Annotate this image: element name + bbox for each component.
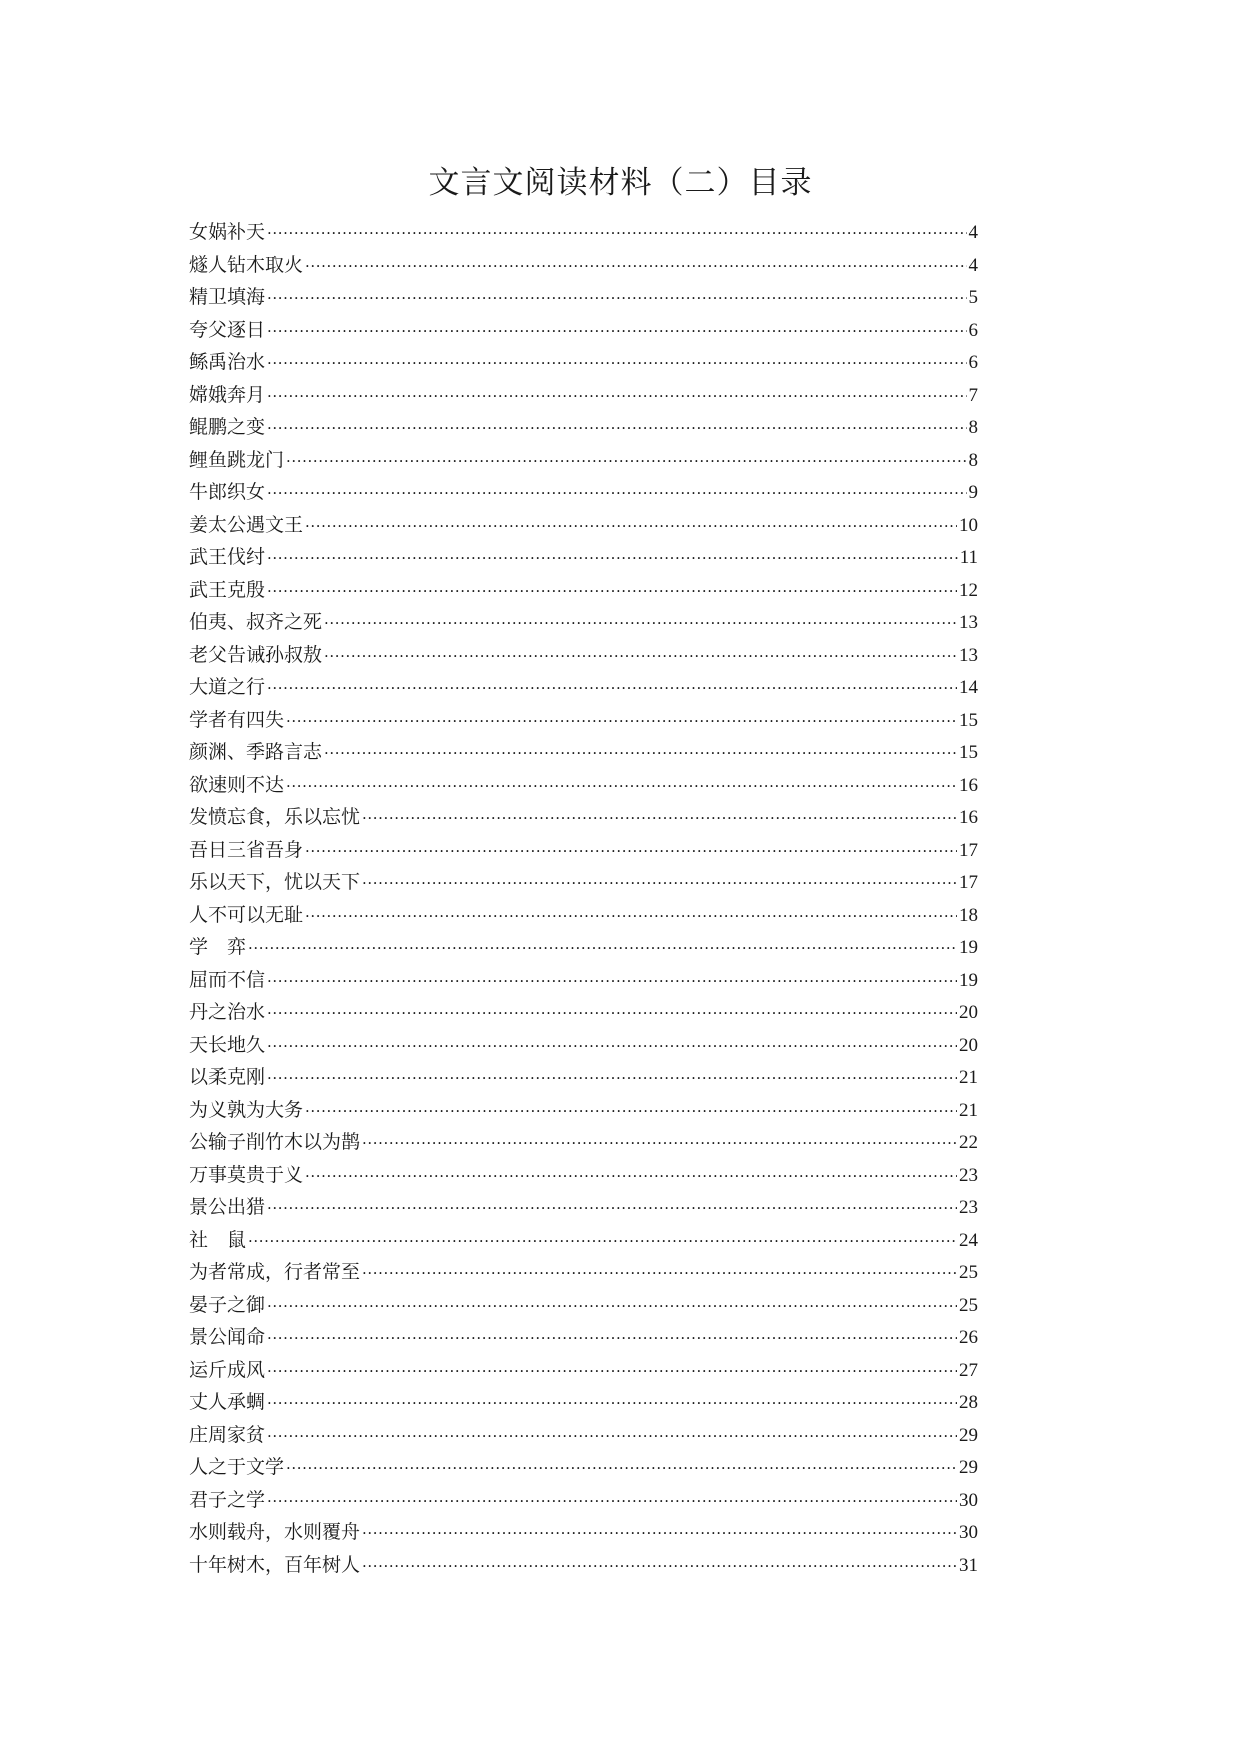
toc-entry[interactable] — [189, 1159, 978, 1192]
toc-entry-title: 为者常成，行者常至 — [189, 1261, 361, 1283]
toc-entry-page-number: 22 — [959, 1132, 978, 1153]
toc-entry[interactable] — [189, 736, 978, 769]
toc-leader-dots — [267, 1191, 957, 1224]
toc-entry-page-number: 14 — [959, 677, 978, 698]
toc-entry-page-number: 10 — [959, 514, 978, 536]
toc-entry-title: 乐以天下，忧以天下 — [189, 871, 361, 893]
toc-entry-page-number: 26 — [959, 1327, 978, 1348]
toc-entry-page-number: 20 — [959, 1034, 978, 1056]
toc-leader-dots — [362, 1549, 957, 1582]
toc-entry[interactable] — [189, 411, 978, 444]
toc-entry-page-number: 15 — [959, 709, 978, 731]
toc-entry-title: 吾日三省吾身 — [189, 838, 304, 861]
toc-entry-title: 鲲鹏之变 — [189, 416, 266, 438]
toc-entry-page-number: 7 — [968, 384, 978, 406]
toc-entry-page-number: 8 — [968, 417, 978, 438]
toc-entry-page-number: 29 — [959, 1424, 978, 1446]
toc-entry-page-number: 16 — [959, 774, 978, 796]
toc-leader-dots — [305, 249, 966, 282]
toc-entry-title: 夸父逐日 — [189, 318, 266, 341]
toc-entry-page-number: 13 — [959, 612, 978, 633]
toc-entry[interactable] — [189, 1191, 978, 1224]
toc-entry-page-number: 13 — [959, 644, 978, 666]
toc-entry[interactable] — [189, 509, 978, 542]
toc-entry[interactable] — [189, 1484, 978, 1517]
toc-leader-dots — [267, 1029, 957, 1062]
toc-leader-dots — [267, 1419, 957, 1452]
toc-entry-title: 人之于文学 — [189, 1456, 285, 1478]
toc-leader-dots — [362, 866, 957, 899]
toc-entry-title: 天长地久 — [189, 1033, 266, 1056]
toc-entry[interactable] — [189, 541, 978, 574]
toc-entry-title: 精卫填海 — [189, 286, 266, 308]
toc-leader-dots — [362, 1256, 957, 1289]
toc-leader-dots — [324, 639, 957, 672]
toc-entry-title: 运斤成风 — [189, 1358, 266, 1381]
toc-entry[interactable] — [189, 704, 978, 737]
toc-entry[interactable] — [189, 1321, 978, 1354]
toc-entry-page-number: 19 — [959, 969, 978, 991]
toc-entry-title: 公输子削竹木以为鹊 — [189, 1131, 361, 1153]
toc-leader-dots — [286, 704, 957, 737]
toc-entry-title: 十年树木，百年树人 — [189, 1553, 361, 1576]
toc-entry-title: 晏子之御 — [189, 1293, 266, 1316]
toc-leader-dots — [267, 1484, 957, 1517]
toc-entry-page-number: 6 — [968, 352, 978, 373]
toc-entry-page-number: 6 — [968, 319, 978, 341]
toc-entry[interactable] — [189, 671, 978, 704]
toc-entry-page-number: 9 — [968, 482, 978, 503]
toc-leader-dots — [267, 1386, 957, 1419]
toc-leader-dots — [267, 964, 957, 997]
toc-entry-title: 牛郎织女 — [189, 481, 266, 503]
toc-entry[interactable] — [189, 1256, 978, 1289]
toc-entry-title: 人不可以无耻 — [189, 903, 304, 926]
toc-entry[interactable] — [189, 346, 978, 379]
toc-entry[interactable] — [189, 1061, 978, 1094]
toc-entry[interactable] — [189, 1386, 978, 1419]
toc-entry-page-number: 27 — [959, 1359, 978, 1381]
toc-entry[interactable] — [189, 1516, 978, 1549]
toc-entry-title: 大道之行 — [189, 676, 266, 698]
toc-entry-page-number: 31 — [959, 1554, 978, 1576]
toc-entry-page-number: 19 — [959, 937, 978, 958]
toc-entry-title: 以柔克刚 — [189, 1066, 266, 1088]
toc-leader-dots — [267, 346, 966, 379]
table-of-contents — [189, 216, 978, 1581]
toc-entry-title: 社 鼠 — [189, 1228, 247, 1251]
toc-entry[interactable] — [189, 1289, 978, 1322]
toc-leader-dots — [286, 1451, 957, 1484]
toc-entry-page-number: 17 — [959, 872, 978, 893]
toc-entry-page-number: 28 — [959, 1392, 978, 1413]
toc-entry-title: 嫦娥奔月 — [189, 383, 266, 406]
toc-leader-dots — [305, 509, 957, 542]
toc-entry-title: 丈人承蜩 — [189, 1391, 266, 1413]
toc-entry-page-number: 23 — [959, 1197, 978, 1218]
toc-entry-page-number: 16 — [959, 807, 978, 828]
toc-entry-title: 鲤鱼跳龙门 — [189, 448, 285, 471]
toc-entry[interactable] — [189, 314, 978, 347]
toc-entry[interactable] — [189, 866, 978, 899]
toc-leader-dots — [267, 379, 966, 412]
toc-entry-title: 君子之学 — [189, 1488, 266, 1511]
toc-entry-page-number: 15 — [959, 742, 978, 763]
toc-entry[interactable] — [189, 1126, 978, 1159]
toc-leader-dots — [305, 1094, 957, 1127]
toc-entry[interactable] — [189, 931, 978, 964]
toc-entry-page-number: 18 — [959, 904, 978, 926]
toc-entry-page-number: 11 — [959, 547, 978, 568]
page-title: 文言文阅读材料（二）目录 — [428, 165, 813, 201]
toc-entry-page-number: 24 — [959, 1229, 978, 1251]
toc-entry[interactable] — [189, 769, 978, 802]
toc-entry-title: 水则载舟，水则覆舟 — [189, 1521, 361, 1543]
toc-entry[interactable] — [189, 899, 978, 932]
toc-entry-page-number: 4 — [968, 254, 978, 276]
toc-leader-dots — [267, 1321, 957, 1354]
toc-entry-title: 武王克殷 — [189, 578, 266, 601]
toc-leader-dots — [267, 541, 958, 574]
toc-leader-dots — [248, 931, 957, 964]
toc-entry-page-number: 25 — [959, 1294, 978, 1316]
toc-leader-dots — [267, 671, 957, 704]
toc-entry[interactable] — [189, 1549, 978, 1582]
toc-leader-dots — [267, 411, 966, 444]
toc-entry-title: 鲧禹治水 — [189, 351, 266, 373]
toc-entry[interactable] — [189, 379, 978, 412]
toc-entry[interactable] — [189, 996, 978, 1029]
toc-entry[interactable] — [189, 1354, 978, 1387]
toc-entry-title: 学者有四失 — [189, 708, 285, 731]
toc-leader-dots — [267, 216, 966, 249]
toc-entry[interactable] — [189, 801, 978, 834]
toc-leader-dots — [286, 769, 957, 802]
toc-entry-title: 为义孰为大务 — [189, 1098, 304, 1121]
toc-entry[interactable] — [189, 444, 978, 477]
toc-entry[interactable] — [189, 574, 978, 607]
toc-entry[interactable] — [189, 639, 978, 672]
toc-entry-page-number: 12 — [959, 579, 978, 601]
toc-leader-dots — [362, 1516, 957, 1549]
toc-entry-page-number: 5 — [968, 287, 978, 308]
toc-entry-title: 燧人钻木取火 — [189, 253, 304, 276]
toc-entry-page-number: 30 — [959, 1489, 978, 1511]
toc-entry-page-number: 21 — [959, 1067, 978, 1088]
toc-entry-title: 伯夷、叔齐之死 — [189, 611, 323, 633]
toc-leader-dots — [267, 314, 966, 347]
toc-entry-title: 发愤忘食，乐以忘忧 — [189, 806, 361, 828]
toc-entry-title: 屈而不信 — [189, 968, 266, 991]
toc-entry-page-number: 20 — [959, 1002, 978, 1023]
toc-entry[interactable] — [189, 216, 978, 249]
toc-entry[interactable] — [189, 1094, 978, 1127]
toc-leader-dots — [267, 281, 966, 314]
toc-entry-title: 女娲补天 — [189, 221, 266, 243]
toc-entry[interactable] — [189, 964, 978, 997]
toc-leader-dots — [267, 1289, 957, 1322]
toc-entry-title: 景公出猎 — [189, 1196, 266, 1218]
toc-entry-title: 颜渊、季路言志 — [189, 741, 323, 763]
toc-entry-title: 庄周家贫 — [189, 1423, 266, 1446]
toc-leader-dots — [267, 996, 957, 1029]
toc-entry[interactable] — [189, 1419, 978, 1452]
toc-entry-title: 丹之治水 — [189, 1001, 266, 1023]
toc-leader-dots — [267, 1354, 957, 1387]
toc-leader-dots — [267, 476, 966, 509]
toc-entry-page-number: 29 — [959, 1457, 978, 1478]
toc-leader-dots — [305, 899, 957, 932]
toc-entry[interactable] — [189, 834, 978, 867]
toc-leader-dots — [286, 444, 966, 477]
toc-entry[interactable] — [189, 1451, 978, 1484]
toc-entry[interactable] — [189, 281, 978, 314]
toc-leader-dots — [305, 1159, 957, 1192]
toc-entry-title: 景公闻命 — [189, 1326, 266, 1348]
toc-entry[interactable] — [189, 1224, 978, 1257]
toc-leader-dots — [362, 801, 957, 834]
toc-entry[interactable] — [189, 476, 978, 509]
toc-entry-page-number: 25 — [959, 1262, 978, 1283]
toc-entry[interactable] — [189, 606, 978, 639]
toc-entry-page-number: 17 — [959, 839, 978, 861]
toc-leader-dots — [248, 1224, 957, 1257]
toc-leader-dots — [324, 606, 957, 639]
toc-entry-title: 姜太公遇文王 — [189, 513, 304, 536]
toc-leader-dots — [267, 1061, 957, 1094]
toc-entry-title: 万事莫贵于义 — [189, 1163, 304, 1186]
toc-entry-page-number: 8 — [968, 449, 978, 471]
toc-entry-page-number: 23 — [959, 1164, 978, 1186]
toc-entry-title: 武王伐纣 — [189, 546, 266, 568]
toc-leader-dots — [324, 736, 957, 769]
toc-leader-dots — [362, 1126, 957, 1159]
toc-leader-dots — [267, 574, 957, 607]
toc-entry-title: 欲速则不达 — [189, 773, 285, 796]
toc-entry-title: 学 弈 — [189, 936, 247, 958]
toc-entry[interactable] — [189, 249, 978, 282]
toc-entry-page-number: 4 — [968, 222, 978, 243]
toc-entry-title: 老父告诫孙叔敖 — [189, 643, 323, 666]
toc-entry-page-number: 21 — [959, 1099, 978, 1121]
toc-entry-page-number: 30 — [959, 1522, 978, 1543]
toc-leader-dots — [305, 834, 957, 867]
toc-entry[interactable] — [189, 1029, 978, 1062]
